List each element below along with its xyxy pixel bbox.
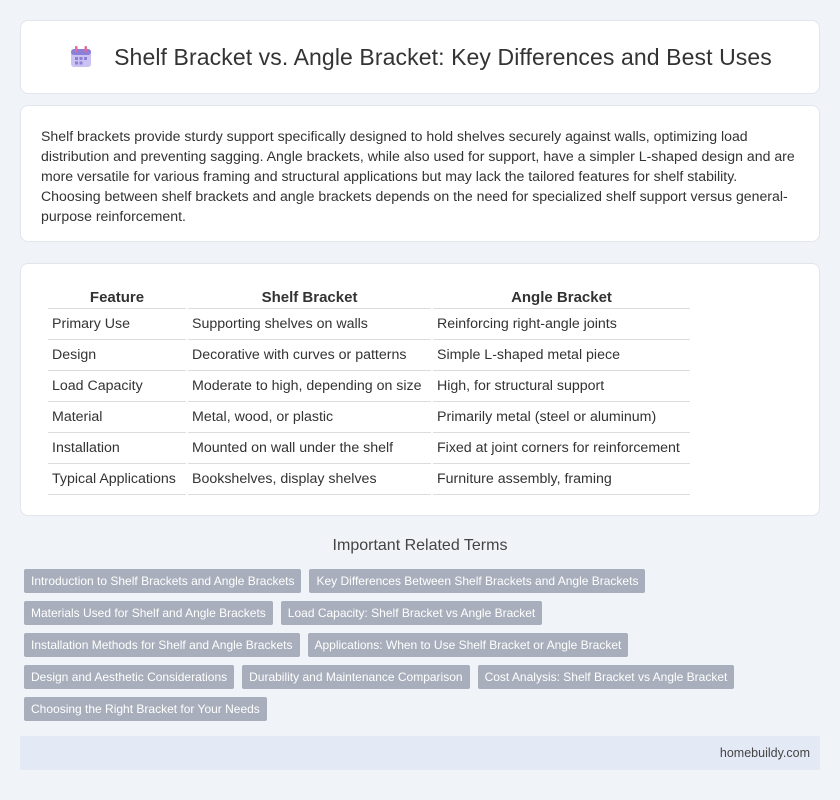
calendar-icon	[68, 44, 94, 70]
intro-card	[20, 105, 820, 242]
table-cell: Mounted on wall under the shelf	[188, 433, 431, 464]
table-cell: Typical Applications	[48, 464, 186, 495]
column-header-shelf-bracket: Shelf Bracket	[188, 286, 431, 309]
table-cell: Moderate to high, depending on size	[188, 371, 431, 402]
related-term-tag[interactable]: Materials Used for Shelf and Angle Brackets	[24, 601, 273, 625]
table-cell: Load Capacity	[48, 371, 186, 402]
table-cell: Fixed at joint corners for reinforcement	[433, 433, 690, 464]
comparison-table	[46, 286, 692, 495]
footer	[20, 736, 820, 770]
table-row	[48, 371, 690, 402]
related-term-tag[interactable]: Choosing the Right Bracket for Your Needs	[24, 697, 267, 721]
related-term-tag[interactable]: Design and Aesthetic Considerations	[24, 665, 234, 689]
table-cell: Primarily metal (steel or aluminum)	[433, 402, 690, 433]
table-header-row	[48, 286, 690, 309]
table-cell: Design	[48, 340, 186, 371]
related-term-tag[interactable]: Applications: When to Use Shelf Bracket or Angle Bracket	[308, 633, 629, 657]
related-term-tag[interactable]: Introduction to Shelf Brackets and Angle Brackets	[24, 569, 301, 593]
related-terms-list	[24, 569, 824, 729]
table-cell: Metal, wood, or plastic	[188, 402, 431, 433]
table-cell: Installation	[48, 433, 186, 464]
related-term-tag[interactable]: Cost Analysis: Shelf Bracket vs Angle Bracket	[478, 665, 735, 689]
table-cell: Supporting shelves on walls	[188, 309, 431, 340]
page-title: Shelf Bracket vs. Angle Bracket: Key Differences and Best Uses	[114, 43, 772, 70]
table-cell: Simple L-shaped metal piece	[433, 340, 690, 371]
column-header-feature: Feature	[48, 286, 186, 309]
table-cell: Furniture assembly, framing	[433, 464, 690, 495]
table-row	[48, 402, 690, 433]
related-term-tag[interactable]: Load Capacity: Shelf Bracket vs Angle Bracket	[281, 601, 542, 625]
column-header-angle-bracket: Angle Bracket	[433, 286, 690, 309]
table-row	[48, 340, 690, 371]
related-term-tag[interactable]: Key Differences Between Shelf Brackets and Angle Brackets	[309, 569, 645, 593]
table-cell: Bookshelves, display shelves	[188, 464, 431, 495]
table-cell: Decorative with curves or patterns	[188, 340, 431, 371]
header-card	[20, 20, 820, 94]
table-row	[48, 309, 690, 340]
footer-site-link[interactable]: homebuildy.com	[719, 746, 810, 760]
table-cell: Reinforcing right-angle joints	[433, 309, 690, 340]
table-row	[48, 433, 690, 464]
related-term-tag[interactable]: Installation Methods for Shelf and Angle Brackets	[24, 633, 300, 657]
title-row	[21, 21, 819, 93]
table-cell: Material	[48, 402, 186, 433]
related-term-tag[interactable]: Durability and Maintenance Comparison	[242, 665, 469, 689]
comparison-card	[20, 263, 820, 516]
table-cell: High, for structural support	[433, 371, 690, 402]
related-terms-heading: Important Related Terms	[332, 537, 508, 554]
intro-paragraph: Shelf brackets provide sturdy support specifically designed to hold shelves securely against walls, optimizing load distribution and preventing sagging. Angle brackets, while also used for support, have a simpler L-shaped design and are more versatile for various framing and structural applications but may lack the tailored features for shelf stability. Choosing between shelf brackets and angle brackets depends on the need for specialized shelf support versus general-purpose reinforcement.	[41, 128, 795, 224]
table-cell: Primary Use	[48, 309, 186, 340]
table-row	[48, 464, 690, 495]
